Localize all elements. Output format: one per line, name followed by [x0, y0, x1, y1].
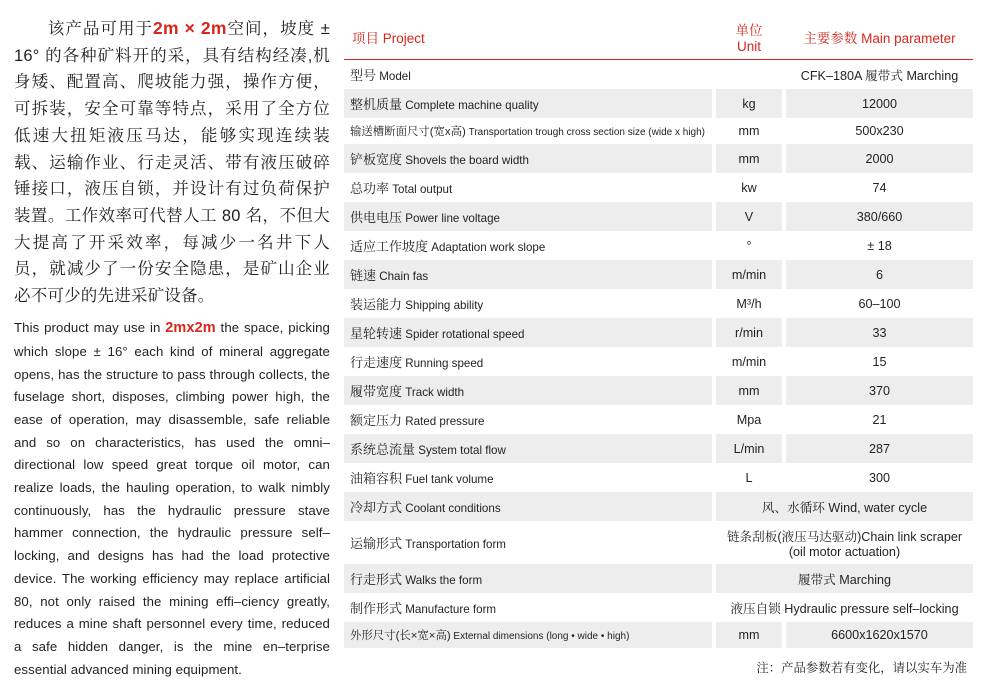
- cell-item: [344, 434, 712, 463]
- cell-item-cn: 供电电压: [350, 210, 403, 225]
- cell-unit: mm: [716, 144, 782, 173]
- cell-parameter: 380/660: [786, 202, 973, 231]
- cell-item-en: Power line voltage: [402, 212, 500, 225]
- cell-item-en: Track width: [402, 386, 465, 399]
- cell-item: [344, 564, 712, 593]
- cell-parameter: 370: [786, 376, 973, 405]
- cell-item-en: Complete machine quality: [402, 99, 539, 112]
- cell-item-en: Chain fas: [376, 270, 429, 283]
- cell-unit: M³/h: [716, 289, 782, 318]
- cell-item-en: Fuel tank volume: [402, 473, 494, 486]
- cell-item-en: Shipping ability: [402, 299, 484, 312]
- cell-item-cn: 适应工作坡度: [350, 239, 429, 254]
- cell-item-cn: 星轮转速: [350, 326, 403, 341]
- table-body: [344, 60, 973, 649]
- header-item-en: Project: [382, 30, 425, 46]
- header-param-cn: 主要参数: [803, 30, 858, 46]
- cell-item: [344, 260, 712, 289]
- cell-parameter: 12000: [786, 89, 973, 118]
- cell-parameter: ± 18: [786, 231, 973, 260]
- en-text-body: the space, picking which slope ± 16° each kind of mineral aggregate opens, has the structure to pass through collects, the fuselage short, disposes, climbing power high, the ease of operation, may disassemble, safe reliable and so on characteristics, has used the omni–directional low speed great torque oil motor, can realize loads, the hauling operation, to walk nimbly continuously, has the hydraulic pressure stave hammer connection, the hydraulic pressure self–locking, and designs has had the load protective device. The working efficiency may replace artificial 80, not only raised the mining effi–ciency greatly, reduces a mine shaft personnel every time, reduced a safe hidden danger, is the mine en–terprise essential advanced mining equipment.: [14, 319, 330, 677]
- table-row: [344, 492, 973, 521]
- table-row: [344, 202, 973, 231]
- cell-item-cn: 系统总流量: [350, 442, 416, 457]
- cell-unit: kg: [716, 89, 782, 118]
- cell-unit: Mpa: [716, 405, 782, 434]
- cell-item-en: Transportation trough cross section size (wide x high): [465, 127, 705, 138]
- cell-item: [344, 492, 712, 521]
- table-row: [344, 289, 973, 318]
- cell-item-en: Total output: [389, 183, 453, 196]
- cell-item: [344, 376, 712, 405]
- cell-parameter: 21: [786, 405, 973, 434]
- spec-table-column: [344, 14, 973, 675]
- cell-item: [344, 289, 712, 318]
- cn-highlight-dimension: 2m × 2m: [153, 18, 227, 38]
- description-column: [14, 14, 344, 677]
- cell-item: [344, 118, 712, 144]
- cell-parameter: 链条刮板(液压马达驱动)Chain link scraper (oil motor actuation): [716, 521, 973, 564]
- cell-parameter: 6600x1620x1570: [786, 622, 973, 648]
- cell-item-cn: 运输形式: [350, 536, 403, 551]
- cell-item-cn: 装运能力: [350, 297, 403, 312]
- english-description: [14, 316, 330, 681]
- cell-item: [344, 405, 712, 434]
- cell-item-cn: 链速: [350, 268, 377, 283]
- chinese-description: [14, 14, 330, 310]
- cell-unit: [716, 60, 782, 90]
- cell-item-en: Rated pressure: [402, 415, 485, 428]
- cell-item-cn: 履带宽度: [350, 384, 403, 399]
- cell-unit: m/min: [716, 260, 782, 289]
- cell-unit: kw: [716, 173, 782, 202]
- cell-item-en: Adaptation work slope: [428, 241, 546, 254]
- cell-unit: mm: [716, 118, 782, 144]
- cell-parameter: 履带式 Marching: [716, 564, 973, 593]
- cell-item: [344, 521, 712, 564]
- table-row: [344, 564, 973, 593]
- cell-unit: °: [716, 231, 782, 260]
- table-header-row: [344, 14, 973, 60]
- header-unit-en: Unit: [736, 39, 761, 54]
- cell-unit: r/min: [716, 318, 782, 347]
- cell-unit: V: [716, 202, 782, 231]
- cell-item: [344, 173, 712, 202]
- specification-table: [344, 14, 973, 648]
- cell-parameter: 500x230: [786, 118, 973, 144]
- cell-item-cn: 输送槽断面尺寸(宽x高): [350, 126, 466, 138]
- cell-parameter: 60–100: [786, 289, 973, 318]
- table-row: [344, 463, 973, 492]
- table-row: [344, 231, 973, 260]
- table-row: [344, 118, 973, 144]
- table-row: [344, 405, 973, 434]
- en-highlight-dimension: 2mx2m: [165, 319, 216, 336]
- table-row: [344, 318, 973, 347]
- cell-unit: L/min: [716, 434, 782, 463]
- cell-item-en: Model: [376, 70, 411, 83]
- cn-text-lead: 该产品可用于: [47, 20, 154, 38]
- cell-item: [344, 144, 712, 173]
- header-item-cn: 项目: [352, 30, 379, 46]
- cell-unit: mm: [716, 622, 782, 648]
- cell-item-en: Shovels the board width: [402, 154, 529, 167]
- cell-item-cn: 整机质量: [350, 97, 403, 112]
- header-unit: [716, 14, 782, 60]
- cell-item-en: System total flow: [415, 444, 506, 457]
- cell-item-cn: 油箱容积: [350, 471, 403, 486]
- table-row: [344, 593, 973, 622]
- cell-unit: m/min: [716, 347, 782, 376]
- cell-item-en: Manufacture form: [402, 603, 497, 616]
- header-item: [344, 14, 712, 60]
- header-param: [786, 14, 973, 60]
- table-row: [344, 521, 973, 564]
- cell-item-en: Running speed: [402, 357, 484, 370]
- cell-unit: L: [716, 463, 782, 492]
- cell-item-cn: 制作形式: [350, 601, 403, 616]
- table-row: [344, 173, 973, 202]
- table-row: [344, 144, 973, 173]
- table-row: [344, 376, 973, 405]
- cell-item-en: Transportation form: [402, 538, 506, 551]
- cell-item: [344, 60, 712, 90]
- cell-item-cn: 额定压力: [350, 413, 403, 428]
- cell-parameter: 33: [786, 318, 973, 347]
- cell-item: [344, 231, 712, 260]
- header-unit-cn: 单位: [735, 23, 763, 38]
- table-row: [344, 260, 973, 289]
- cell-parameter: 2000: [786, 144, 973, 173]
- cell-item-en: External dimensions (long • wide • high): [450, 631, 630, 642]
- cell-item-cn: 行走速度: [350, 355, 403, 370]
- table-row: [344, 347, 973, 376]
- header-param-en: Main parameter: [861, 30, 956, 46]
- cell-unit: mm: [716, 376, 782, 405]
- cell-item: [344, 89, 712, 118]
- cell-parameter: 74: [786, 173, 973, 202]
- cell-item-en: Spider rotational speed: [402, 328, 525, 341]
- cell-item: [344, 202, 712, 231]
- cell-item-cn: 外形尺寸(长×宽×高): [350, 630, 451, 642]
- cell-item-en: Walks the form: [402, 574, 483, 587]
- cell-item-cn: 总功率: [350, 181, 390, 196]
- cell-item-cn: 冷却方式: [350, 500, 403, 515]
- cell-parameter: 15: [786, 347, 973, 376]
- cell-parameter: 6: [786, 260, 973, 289]
- cn-text-body: 空间，坡度 ± 16° 的各种矿料开的采，具有结构经凑,机身矮、配置高、爬坡能力强，操作方便，可拆装，安全可靠等特点，采用了全方位低速大扭矩液压马达，能够实现连续装载、运输作业、行走灵活、带有液压破碎锤接口，液压自锁，并设计有过负荷保护装置。工作效率可代替人工 80 名，不但大大提高了开采效率，每减少一名井下人员，就减少了一份安全隐患，是矿山企业必不可少的先进采矿设备。: [14, 20, 331, 306]
- cell-item-cn: 铲板宽度: [350, 152, 403, 167]
- table-row: [344, 434, 973, 463]
- cell-item: [344, 463, 712, 492]
- table-row: [344, 89, 973, 118]
- cell-parameter: CFK–180A 履带式 Marching: [786, 60, 973, 90]
- footnote: 注：产品参数若有变化，请以实车为准: [756, 661, 967, 675]
- cell-item: [344, 318, 712, 347]
- cell-item-en: Coolant conditions: [402, 502, 501, 515]
- cell-item: [344, 347, 712, 376]
- cell-parameter: 风、水循环 Wind, water cycle: [716, 492, 973, 521]
- cell-parameter: 287: [786, 434, 973, 463]
- cell-parameter: 300: [786, 463, 973, 492]
- cell-parameter: 液压自锁 Hydraulic pressure self–locking: [716, 593, 973, 622]
- cell-item-cn: 型号: [350, 68, 377, 83]
- cell-item-cn: 行走形式: [350, 572, 403, 587]
- cell-item: [344, 593, 712, 622]
- en-text-lead: This product may use in: [14, 319, 166, 335]
- table-row: [344, 60, 973, 90]
